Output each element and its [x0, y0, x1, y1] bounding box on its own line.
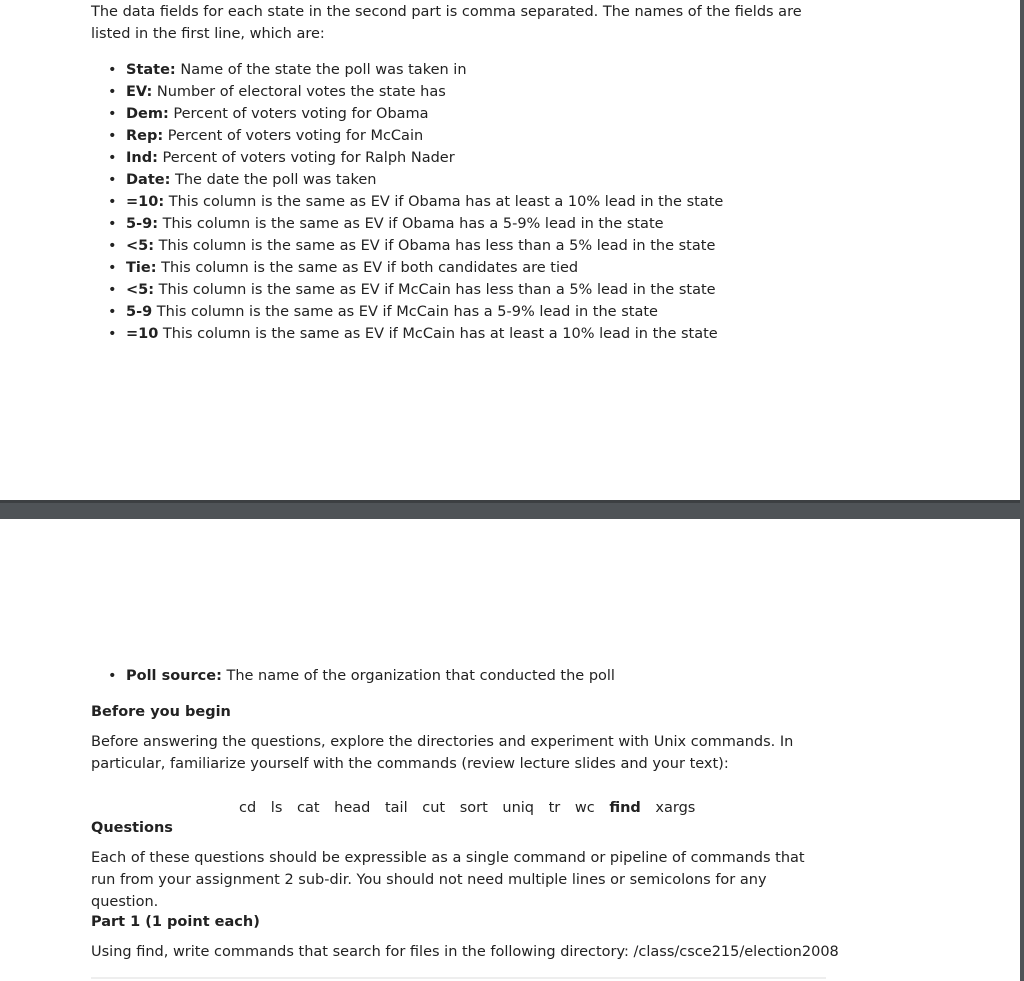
field-term: State:: [126, 62, 176, 78]
list-item: [91, 191, 723, 213]
list-item: [91, 103, 723, 125]
field-term: EV:: [126, 84, 153, 100]
before-you-begin-text: Before answering the questions, explore the directories and experiment with Unix commands. In particular, familiarize yourself with the commands (review lecture slides and your text):: [91, 734, 794, 772]
field-term: Tie:: [126, 260, 157, 276]
document-page-2: [0, 519, 1020, 981]
field-term: <5:: [126, 282, 155, 298]
command-xargs: xargs: [655, 800, 696, 816]
field-term: Rep:: [126, 128, 164, 144]
command-head: head: [334, 800, 371, 816]
command-wc: wc: [574, 800, 595, 816]
field-list: [91, 59, 723, 345]
list-item: [91, 81, 723, 103]
command-list: [239, 797, 705, 819]
page-right-edge: [1020, 0, 1024, 981]
list-item: [91, 665, 615, 687]
list-item: [91, 235, 723, 257]
questions-heading: Questions: [91, 820, 173, 836]
list-item: [91, 147, 723, 169]
list-item: [91, 59, 723, 81]
part1-heading: Part 1 (1 point each): [91, 914, 260, 930]
field-desc: Percent of voters voting for Ralph Nader: [157, 150, 455, 166]
command-ls: ls: [270, 800, 283, 816]
field-list-continued: [91, 665, 615, 687]
divider: [91, 977, 826, 979]
list-item: [91, 125, 723, 147]
field-desc: The name of the organization that conducted the poll: [221, 668, 615, 684]
page-separator: [0, 500, 1024, 519]
command-cat: cat: [297, 800, 320, 816]
command-find: find: [609, 800, 641, 816]
field-term: Ind:: [126, 150, 158, 166]
field-term: <5:: [126, 238, 155, 254]
intro-paragraph: The data fields for each state in the second part is comma separated. The names of the fields are listed in the first line, which are:: [91, 4, 802, 42]
command-sort: sort: [459, 800, 488, 816]
field-term: Poll source:: [126, 668, 222, 684]
field-desc: Number of electoral votes the state has: [152, 84, 446, 100]
field-desc: This column is the same as EV if McCain has a 5-9% lead in the state: [152, 304, 658, 320]
part1-text: Using find, write commands that search for files in the following directory: /class/csce215/election2008: [91, 944, 839, 960]
command-tr: tr: [548, 800, 561, 816]
page-separator-shadow: [0, 500, 1024, 503]
field-desc: Percent of voters voting for McCain: [163, 128, 424, 144]
field-desc: This column is the same as EV if Obama has a 5-9% lead in the state: [158, 216, 664, 232]
command-tail: tail: [384, 800, 408, 816]
field-term: =10:: [126, 194, 165, 210]
command-cut: cut: [422, 800, 446, 816]
field-term: =10: [126, 326, 159, 342]
questions-text: Each of these questions should be expressible as a single command or pipeline of commands that run from your assignment 2 sub-dir. You should not need multiple lines or semicolons for any question.: [91, 850, 805, 910]
field-term: 5-9:: [126, 216, 158, 232]
before-you-begin-heading: Before you begin: [91, 704, 231, 720]
field-desc: This column is the same as EV if Obama has at least a 10% lead in the state: [164, 194, 724, 210]
field-desc: Percent of voters voting for Obama: [168, 106, 429, 122]
field-desc: Name of the state the poll was taken in: [175, 62, 467, 78]
list-item: [91, 213, 723, 235]
list-item: [91, 169, 723, 191]
field-desc: This column is the same as EV if both candidates are tied: [156, 260, 579, 276]
field-desc: The date the poll was taken: [170, 172, 377, 188]
command-uniq: uniq: [502, 800, 534, 816]
list-item: [91, 323, 723, 345]
field-desc: This column is the same as EV if Obama has less than a 5% lead in the state: [154, 238, 716, 254]
list-item: [91, 257, 723, 279]
command-cd: cd: [239, 800, 257, 816]
list-item: [91, 301, 723, 323]
field-term: 5-9: [126, 304, 153, 320]
field-desc: This column is the same as EV if McCain has at least a 10% lead in the state: [158, 326, 718, 342]
field-desc: This column is the same as EV if McCain has less than a 5% lead in the state: [154, 282, 716, 298]
list-item: [91, 279, 723, 301]
field-term: Date:: [126, 172, 171, 188]
field-term: Dem:: [126, 106, 169, 122]
